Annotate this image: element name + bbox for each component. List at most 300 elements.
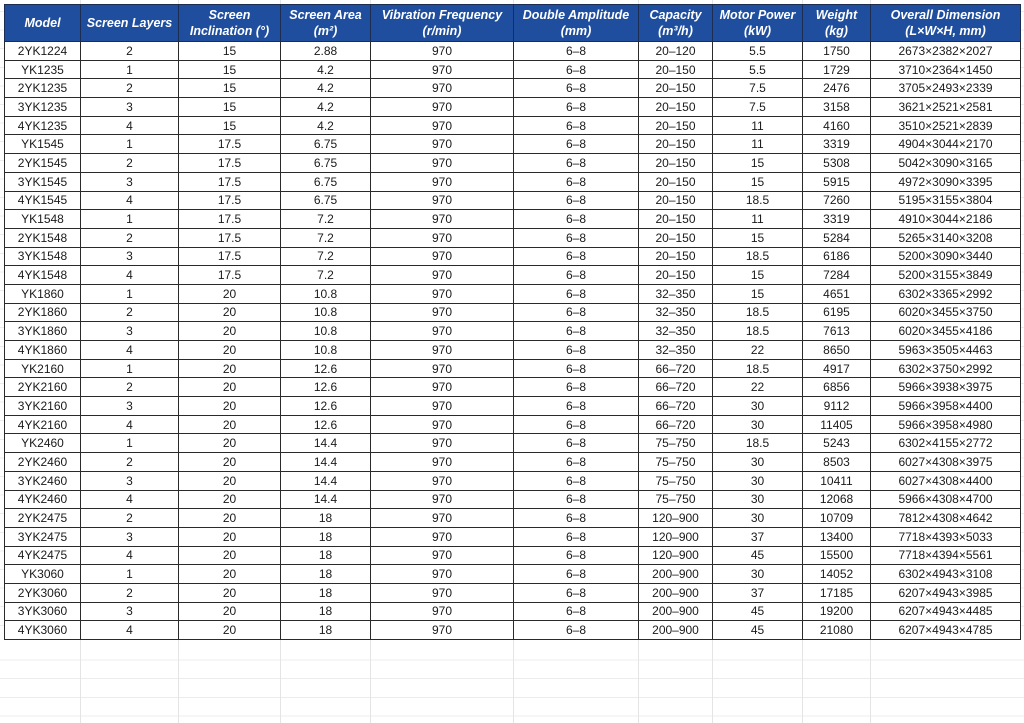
cell-vibration-frequency[interactable]: 970 xyxy=(371,266,514,285)
cell-weight[interactable]: 8503 xyxy=(803,453,871,472)
cell-screen-inclination[interactable]: 20 xyxy=(179,322,281,341)
cell-weight[interactable]: 3158 xyxy=(803,98,871,117)
cell-motor-power[interactable]: 18.5 xyxy=(713,303,803,322)
header-motor-power[interactable] xyxy=(713,5,803,42)
cell-model[interactable]: 2YK1860 xyxy=(5,303,81,322)
cell-screen-layers[interactable]: 1 xyxy=(81,359,179,378)
cell-screen-inclination[interactable]: 15 xyxy=(179,60,281,79)
cell-screen-area[interactable]: 18 xyxy=(281,565,371,584)
cell-screen-inclination[interactable]: 20 xyxy=(179,621,281,640)
cell-vibration-frequency[interactable]: 970 xyxy=(371,490,514,509)
cell-screen-area[interactable]: 10.8 xyxy=(281,341,371,360)
cell-screen-area[interactable]: 2.88 xyxy=(281,42,371,61)
cell-motor-power[interactable]: 5.5 xyxy=(713,42,803,61)
cell-weight[interactable]: 11405 xyxy=(803,415,871,434)
cell-motor-power[interactable]: 37 xyxy=(713,527,803,546)
cell-screen-layers[interactable]: 2 xyxy=(81,378,179,397)
cell-capacity[interactable]: 120–900 xyxy=(639,527,713,546)
cell-screen-area[interactable]: 6.75 xyxy=(281,154,371,173)
cell-screen-area[interactable]: 4.2 xyxy=(281,60,371,79)
cell-screen-layers[interactable]: 3 xyxy=(81,527,179,546)
cell-weight[interactable]: 5308 xyxy=(803,154,871,173)
cell-screen-layers[interactable]: 3 xyxy=(81,322,179,341)
cell-weight[interactable]: 8650 xyxy=(803,341,871,360)
cell-screen-area[interactable]: 10.8 xyxy=(281,322,371,341)
header-screen-area[interactable] xyxy=(281,5,371,42)
cell-vibration-frequency[interactable]: 970 xyxy=(371,98,514,117)
cell-double-amplitude[interactable]: 6–8 xyxy=(514,527,639,546)
cell-model[interactable]: YK1548 xyxy=(5,210,81,229)
cell-overall-dimension[interactable]: 7812×4308×4642 xyxy=(871,509,1021,528)
cell-vibration-frequency[interactable]: 970 xyxy=(371,303,514,322)
cell-motor-power[interactable]: 30 xyxy=(713,397,803,416)
cell-motor-power[interactable]: 18.5 xyxy=(713,247,803,266)
cell-model[interactable]: 4YK3060 xyxy=(5,621,81,640)
cell-overall-dimension[interactable]: 5200×3155×3849 xyxy=(871,266,1021,285)
cell-model[interactable]: 3YK1548 xyxy=(5,247,81,266)
cell-screen-area[interactable]: 14.4 xyxy=(281,453,371,472)
cell-weight[interactable]: 4160 xyxy=(803,116,871,135)
cell-screen-inclination[interactable]: 17.5 xyxy=(179,228,281,247)
cell-screen-inclination[interactable]: 20 xyxy=(179,490,281,509)
cell-double-amplitude[interactable]: 6–8 xyxy=(514,60,639,79)
cell-screen-inclination[interactable]: 20 xyxy=(179,378,281,397)
cell-screen-layers[interactable]: 2 xyxy=(81,42,179,61)
cell-weight[interactable]: 12068 xyxy=(803,490,871,509)
cell-capacity[interactable]: 75–750 xyxy=(639,490,713,509)
cell-overall-dimension[interactable]: 5195×3155×3804 xyxy=(871,191,1021,210)
cell-screen-area[interactable]: 6.75 xyxy=(281,191,371,210)
cell-screen-area[interactable]: 6.75 xyxy=(281,172,371,191)
cell-screen-layers[interactable]: 3 xyxy=(81,247,179,266)
cell-motor-power[interactable]: 7.5 xyxy=(713,98,803,117)
cell-overall-dimension[interactable]: 5265×3140×3208 xyxy=(871,228,1021,247)
cell-model[interactable]: 4YK1860 xyxy=(5,341,81,360)
cell-vibration-frequency[interactable]: 970 xyxy=(371,583,514,602)
cell-model[interactable]: 2YK2160 xyxy=(5,378,81,397)
cell-motor-power[interactable]: 30 xyxy=(713,471,803,490)
cell-double-amplitude[interactable]: 6–8 xyxy=(514,359,639,378)
cell-model[interactable]: 2YK3060 xyxy=(5,583,81,602)
cell-vibration-frequency[interactable]: 970 xyxy=(371,228,514,247)
cell-screen-inclination[interactable]: 20 xyxy=(179,415,281,434)
cell-motor-power[interactable]: 11 xyxy=(713,116,803,135)
cell-motor-power[interactable]: 22 xyxy=(713,378,803,397)
cell-vibration-frequency[interactable]: 970 xyxy=(371,341,514,360)
cell-capacity[interactable]: 32–350 xyxy=(639,303,713,322)
cell-double-amplitude[interactable]: 6–8 xyxy=(514,154,639,173)
cell-screen-area[interactable]: 7.2 xyxy=(281,210,371,229)
cell-model[interactable]: 3YK1545 xyxy=(5,172,81,191)
cell-overall-dimension[interactable]: 3705×2493×2339 xyxy=(871,79,1021,98)
cell-screen-layers[interactable]: 2 xyxy=(81,228,179,247)
cell-overall-dimension[interactable]: 4972×3090×3395 xyxy=(871,172,1021,191)
cell-double-amplitude[interactable]: 6–8 xyxy=(514,42,639,61)
cell-double-amplitude[interactable]: 6–8 xyxy=(514,98,639,117)
cell-motor-power[interactable]: 15 xyxy=(713,284,803,303)
cell-weight[interactable]: 19200 xyxy=(803,602,871,621)
cell-double-amplitude[interactable]: 6–8 xyxy=(514,303,639,322)
cell-capacity[interactable]: 20–150 xyxy=(639,191,713,210)
cell-vibration-frequency[interactable]: 970 xyxy=(371,322,514,341)
cell-vibration-frequency[interactable]: 970 xyxy=(371,453,514,472)
cell-motor-power[interactable]: 15 xyxy=(713,172,803,191)
cell-weight[interactable]: 13400 xyxy=(803,527,871,546)
cell-weight[interactable]: 21080 xyxy=(803,621,871,640)
cell-double-amplitude[interactable]: 6–8 xyxy=(514,116,639,135)
cell-screen-layers[interactable]: 4 xyxy=(81,341,179,360)
cell-screen-layers[interactable]: 1 xyxy=(81,565,179,584)
cell-screen-inclination[interactable]: 20 xyxy=(179,546,281,565)
cell-capacity[interactable]: 75–750 xyxy=(639,453,713,472)
cell-screen-layers[interactable]: 4 xyxy=(81,116,179,135)
header-screen-layers[interactable] xyxy=(81,5,179,42)
cell-double-amplitude[interactable]: 6–8 xyxy=(514,434,639,453)
cell-screen-inclination[interactable]: 20 xyxy=(179,453,281,472)
cell-model[interactable]: 4YK2160 xyxy=(5,415,81,434)
cell-vibration-frequency[interactable]: 970 xyxy=(371,378,514,397)
cell-vibration-frequency[interactable]: 970 xyxy=(371,546,514,565)
cell-vibration-frequency[interactable]: 970 xyxy=(371,60,514,79)
cell-vibration-frequency[interactable]: 970 xyxy=(371,471,514,490)
cell-screen-inclination[interactable]: 17.5 xyxy=(179,191,281,210)
cell-capacity[interactable]: 32–350 xyxy=(639,341,713,360)
cell-model[interactable]: 3YK1235 xyxy=(5,98,81,117)
cell-screen-area[interactable]: 7.2 xyxy=(281,228,371,247)
cell-screen-area[interactable]: 18 xyxy=(281,546,371,565)
cell-screen-inclination[interactable]: 20 xyxy=(179,527,281,546)
cell-model[interactable]: 2YK1548 xyxy=(5,228,81,247)
cell-double-amplitude[interactable]: 6–8 xyxy=(514,247,639,266)
cell-screen-inclination[interactable]: 20 xyxy=(179,397,281,416)
cell-motor-power[interactable]: 18.5 xyxy=(713,322,803,341)
cell-weight[interactable]: 2476 xyxy=(803,79,871,98)
cell-model[interactable]: YK2160 xyxy=(5,359,81,378)
cell-capacity[interactable]: 20–120 xyxy=(639,42,713,61)
cell-screen-area[interactable]: 18 xyxy=(281,583,371,602)
cell-overall-dimension[interactable]: 6302×4943×3108 xyxy=(871,565,1021,584)
cell-vibration-frequency[interactable]: 970 xyxy=(371,172,514,191)
cell-screen-layers[interactable]: 1 xyxy=(81,135,179,154)
cell-weight[interactable]: 9112 xyxy=(803,397,871,416)
cell-model[interactable]: YK3060 xyxy=(5,565,81,584)
header-capacity[interactable] xyxy=(639,5,713,42)
cell-model[interactable]: 2YK2460 xyxy=(5,453,81,472)
cell-screen-inclination[interactable]: 20 xyxy=(179,434,281,453)
cell-screen-area[interactable]: 12.6 xyxy=(281,415,371,434)
cell-motor-power[interactable]: 30 xyxy=(713,490,803,509)
cell-weight[interactable]: 4917 xyxy=(803,359,871,378)
cell-weight[interactable]: 6856 xyxy=(803,378,871,397)
cell-screen-area[interactable]: 18 xyxy=(281,602,371,621)
cell-double-amplitude[interactable]: 6–8 xyxy=(514,284,639,303)
cell-model[interactable]: YK1235 xyxy=(5,60,81,79)
cell-vibration-frequency[interactable]: 970 xyxy=(371,284,514,303)
cell-capacity[interactable]: 20–150 xyxy=(639,210,713,229)
cell-capacity[interactable]: 20–150 xyxy=(639,116,713,135)
cell-overall-dimension[interactable]: 6207×4943×4485 xyxy=(871,602,1021,621)
cell-screen-layers[interactable]: 3 xyxy=(81,602,179,621)
cell-vibration-frequency[interactable]: 970 xyxy=(371,42,514,61)
cell-model[interactable]: YK1545 xyxy=(5,135,81,154)
cell-screen-inclination[interactable]: 15 xyxy=(179,116,281,135)
cell-motor-power[interactable]: 37 xyxy=(713,583,803,602)
cell-overall-dimension[interactable]: 2673×2382×2027 xyxy=(871,42,1021,61)
cell-vibration-frequency[interactable]: 970 xyxy=(371,509,514,528)
cell-double-amplitude[interactable]: 6–8 xyxy=(514,172,639,191)
cell-screen-layers[interactable]: 2 xyxy=(81,453,179,472)
cell-capacity[interactable]: 75–750 xyxy=(639,471,713,490)
cell-motor-power[interactable]: 15 xyxy=(713,154,803,173)
cell-capacity[interactable]: 200–900 xyxy=(639,583,713,602)
cell-vibration-frequency[interactable]: 970 xyxy=(371,527,514,546)
cell-vibration-frequency[interactable]: 970 xyxy=(371,247,514,266)
cell-screen-layers[interactable]: 2 xyxy=(81,154,179,173)
cell-screen-inclination[interactable]: 15 xyxy=(179,79,281,98)
cell-double-amplitude[interactable]: 6–8 xyxy=(514,490,639,509)
cell-capacity[interactable]: 120–900 xyxy=(639,546,713,565)
cell-model[interactable]: 3YK3060 xyxy=(5,602,81,621)
cell-weight[interactable]: 5284 xyxy=(803,228,871,247)
cell-screen-layers[interactable]: 3 xyxy=(81,471,179,490)
cell-vibration-frequency[interactable]: 970 xyxy=(371,116,514,135)
cell-weight[interactable]: 6186 xyxy=(803,247,871,266)
cell-screen-area[interactable]: 7.2 xyxy=(281,266,371,285)
cell-overall-dimension[interactable]: 5042×3090×3165 xyxy=(871,154,1021,173)
cell-screen-inclination[interactable]: 17.5 xyxy=(179,266,281,285)
cell-model[interactable]: 4YK1548 xyxy=(5,266,81,285)
cell-screen-area[interactable]: 10.8 xyxy=(281,284,371,303)
cell-screen-inclination[interactable]: 20 xyxy=(179,303,281,322)
cell-screen-area[interactable]: 14.4 xyxy=(281,490,371,509)
cell-vibration-frequency[interactable]: 970 xyxy=(371,359,514,378)
cell-vibration-frequency[interactable]: 970 xyxy=(371,565,514,584)
cell-motor-power[interactable]: 45 xyxy=(713,602,803,621)
cell-screen-layers[interactable]: 4 xyxy=(81,415,179,434)
cell-screen-inclination[interactable]: 20 xyxy=(179,583,281,602)
cell-weight[interactable]: 7613 xyxy=(803,322,871,341)
cell-model[interactable]: 2YK1235 xyxy=(5,79,81,98)
header-weight[interactable] xyxy=(803,5,871,42)
cell-screen-area[interactable]: 7.2 xyxy=(281,247,371,266)
cell-model[interactable]: YK2460 xyxy=(5,434,81,453)
cell-overall-dimension[interactable]: 6020×3455×4186 xyxy=(871,322,1021,341)
cell-screen-inclination[interactable]: 15 xyxy=(179,42,281,61)
cell-overall-dimension[interactable]: 5966×3958×4980 xyxy=(871,415,1021,434)
cell-weight[interactable]: 5915 xyxy=(803,172,871,191)
cell-screen-area[interactable]: 4.2 xyxy=(281,116,371,135)
cell-weight[interactable]: 1750 xyxy=(803,42,871,61)
cell-double-amplitude[interactable]: 6–8 xyxy=(514,378,639,397)
cell-double-amplitude[interactable]: 6–8 xyxy=(514,191,639,210)
cell-overall-dimension[interactable]: 5200×3090×3440 xyxy=(871,247,1021,266)
cell-motor-power[interactable]: 18.5 xyxy=(713,191,803,210)
cell-screen-inclination[interactable]: 20 xyxy=(179,341,281,360)
cell-model[interactable]: 2YK1224 xyxy=(5,42,81,61)
cell-weight[interactable]: 1729 xyxy=(803,60,871,79)
cell-double-amplitude[interactable]: 6–8 xyxy=(514,471,639,490)
cell-double-amplitude[interactable]: 6–8 xyxy=(514,79,639,98)
cell-vibration-frequency[interactable]: 970 xyxy=(371,154,514,173)
cell-overall-dimension[interactable]: 5963×3505×4463 xyxy=(871,341,1021,360)
cell-model[interactable]: 4YK2460 xyxy=(5,490,81,509)
cell-weight[interactable]: 7260 xyxy=(803,191,871,210)
cell-motor-power[interactable]: 11 xyxy=(713,210,803,229)
header-double-amplitude[interactable] xyxy=(514,5,639,42)
cell-screen-area[interactable]: 14.4 xyxy=(281,434,371,453)
cell-double-amplitude[interactable]: 6–8 xyxy=(514,546,639,565)
cell-capacity[interactable]: 75–750 xyxy=(639,434,713,453)
cell-double-amplitude[interactable]: 6–8 xyxy=(514,509,639,528)
cell-overall-dimension[interactable]: 6207×4943×4785 xyxy=(871,621,1021,640)
cell-capacity[interactable]: 200–900 xyxy=(639,602,713,621)
cell-overall-dimension[interactable]: 5966×3958×4400 xyxy=(871,397,1021,416)
cell-screen-layers[interactable]: 2 xyxy=(81,583,179,602)
cell-double-amplitude[interactable]: 6–8 xyxy=(514,453,639,472)
cell-weight[interactable]: 4651 xyxy=(803,284,871,303)
cell-capacity[interactable]: 32–350 xyxy=(639,322,713,341)
cell-vibration-frequency[interactable]: 970 xyxy=(371,415,514,434)
cell-overall-dimension[interactable]: 6027×4308×4400 xyxy=(871,471,1021,490)
cell-model[interactable]: 3YK2460 xyxy=(5,471,81,490)
cell-capacity[interactable]: 20–150 xyxy=(639,79,713,98)
cell-overall-dimension[interactable]: 6302×3365×2992 xyxy=(871,284,1021,303)
cell-capacity[interactable]: 20–150 xyxy=(639,154,713,173)
cell-screen-inclination[interactable]: 20 xyxy=(179,359,281,378)
cell-overall-dimension[interactable]: 5966×4308×4700 xyxy=(871,490,1021,509)
cell-screen-inclination[interactable]: 17.5 xyxy=(179,154,281,173)
cell-vibration-frequency[interactable]: 970 xyxy=(371,210,514,229)
cell-double-amplitude[interactable]: 6–8 xyxy=(514,621,639,640)
cell-screen-inclination[interactable]: 15 xyxy=(179,98,281,117)
cell-overall-dimension[interactable]: 6302×4155×2772 xyxy=(871,434,1021,453)
cell-overall-dimension[interactable]: 7718×4394×5561 xyxy=(871,546,1021,565)
cell-screen-inclination[interactable]: 20 xyxy=(179,509,281,528)
cell-overall-dimension[interactable]: 4910×3044×2186 xyxy=(871,210,1021,229)
cell-capacity[interactable]: 66–720 xyxy=(639,378,713,397)
cell-overall-dimension[interactable]: 7718×4393×5033 xyxy=(871,527,1021,546)
cell-model[interactable]: 3YK2475 xyxy=(5,527,81,546)
cell-double-amplitude[interactable]: 6–8 xyxy=(514,415,639,434)
cell-vibration-frequency[interactable]: 970 xyxy=(371,397,514,416)
cell-motor-power[interactable]: 45 xyxy=(713,621,803,640)
cell-weight[interactable]: 17185 xyxy=(803,583,871,602)
cell-screen-inclination[interactable]: 20 xyxy=(179,565,281,584)
cell-screen-area[interactable]: 18 xyxy=(281,527,371,546)
cell-overall-dimension[interactable]: 3510×2521×2839 xyxy=(871,116,1021,135)
cell-vibration-frequency[interactable]: 970 xyxy=(371,191,514,210)
cell-motor-power[interactable]: 15 xyxy=(713,266,803,285)
cell-screen-area[interactable]: 12.6 xyxy=(281,397,371,416)
cell-model[interactable]: 4YK1235 xyxy=(5,116,81,135)
cell-screen-area[interactable]: 12.6 xyxy=(281,378,371,397)
cell-capacity[interactable]: 120–900 xyxy=(639,509,713,528)
cell-weight[interactable]: 3319 xyxy=(803,135,871,154)
cell-model[interactable]: 4YK2475 xyxy=(5,546,81,565)
cell-screen-layers[interactable]: 1 xyxy=(81,284,179,303)
cell-vibration-frequency[interactable]: 970 xyxy=(371,621,514,640)
cell-capacity[interactable]: 20–150 xyxy=(639,60,713,79)
cell-motor-power[interactable]: 22 xyxy=(713,341,803,360)
cell-motor-power[interactable]: 15 xyxy=(713,228,803,247)
cell-screen-inclination[interactable]: 17.5 xyxy=(179,210,281,229)
cell-capacity[interactable]: 20–150 xyxy=(639,228,713,247)
header-vibration-frequency[interactable] xyxy=(371,5,514,42)
cell-overall-dimension[interactable]: 6207×4943×3985 xyxy=(871,583,1021,602)
cell-screen-layers[interactable]: 2 xyxy=(81,303,179,322)
cell-double-amplitude[interactable]: 6–8 xyxy=(514,210,639,229)
cell-screen-area[interactable]: 14.4 xyxy=(281,471,371,490)
cell-screen-layers[interactable]: 2 xyxy=(81,79,179,98)
cell-vibration-frequency[interactable]: 970 xyxy=(371,434,514,453)
header-model[interactable] xyxy=(5,5,81,42)
cell-weight[interactable]: 15500 xyxy=(803,546,871,565)
cell-weight[interactable]: 7284 xyxy=(803,266,871,285)
cell-screen-layers[interactable]: 3 xyxy=(81,98,179,117)
cell-screen-inclination[interactable]: 17.5 xyxy=(179,247,281,266)
cell-screen-area[interactable]: 12.6 xyxy=(281,359,371,378)
cell-vibration-frequency[interactable]: 970 xyxy=(371,135,514,154)
cell-screen-inclination[interactable]: 20 xyxy=(179,471,281,490)
cell-screen-area[interactable]: 4.2 xyxy=(281,79,371,98)
cell-model[interactable]: 2YK2475 xyxy=(5,509,81,528)
cell-model[interactable]: YK1860 xyxy=(5,284,81,303)
cell-model[interactable]: 3YK2160 xyxy=(5,397,81,416)
cell-screen-layers[interactable]: 4 xyxy=(81,621,179,640)
header-screen-inclination[interactable] xyxy=(179,5,281,42)
cell-double-amplitude[interactable]: 6–8 xyxy=(514,322,639,341)
cell-double-amplitude[interactable]: 6–8 xyxy=(514,228,639,247)
cell-capacity[interactable]: 66–720 xyxy=(639,397,713,416)
cell-double-amplitude[interactable]: 6–8 xyxy=(514,583,639,602)
cell-motor-power[interactable]: 11 xyxy=(713,135,803,154)
cell-weight[interactable]: 6195 xyxy=(803,303,871,322)
cell-screen-layers[interactable]: 3 xyxy=(81,397,179,416)
cell-screen-area[interactable]: 10.8 xyxy=(281,303,371,322)
cell-screen-inclination[interactable]: 20 xyxy=(179,284,281,303)
cell-overall-dimension[interactable]: 6020×3455×3750 xyxy=(871,303,1021,322)
cell-capacity[interactable]: 20–150 xyxy=(639,98,713,117)
cell-weight[interactable]: 3319 xyxy=(803,210,871,229)
cell-motor-power[interactable]: 18.5 xyxy=(713,434,803,453)
cell-motor-power[interactable]: 7.5 xyxy=(713,79,803,98)
cell-overall-dimension[interactable]: 4904×3044×2170 xyxy=(871,135,1021,154)
cell-screen-layers[interactable]: 4 xyxy=(81,266,179,285)
cell-screen-layers[interactable]: 3 xyxy=(81,172,179,191)
cell-double-amplitude[interactable]: 6–8 xyxy=(514,135,639,154)
cell-overall-dimension[interactable]: 5966×3938×3975 xyxy=(871,378,1021,397)
cell-screen-inclination[interactable]: 20 xyxy=(179,602,281,621)
cell-screen-area[interactable]: 6.75 xyxy=(281,135,371,154)
cell-motor-power[interactable]: 30 xyxy=(713,509,803,528)
cell-motor-power[interactable]: 30 xyxy=(713,453,803,472)
cell-motor-power[interactable]: 5.5 xyxy=(713,60,803,79)
cell-vibration-frequency[interactable]: 970 xyxy=(371,602,514,621)
cell-screen-layers[interactable]: 1 xyxy=(81,60,179,79)
cell-capacity[interactable]: 66–720 xyxy=(639,359,713,378)
cell-capacity[interactable]: 20–150 xyxy=(639,172,713,191)
cell-double-amplitude[interactable]: 6–8 xyxy=(514,602,639,621)
cell-overall-dimension[interactable]: 6027×4308×3975 xyxy=(871,453,1021,472)
cell-motor-power[interactable]: 45 xyxy=(713,546,803,565)
cell-screen-layers[interactable]: 4 xyxy=(81,490,179,509)
cell-motor-power[interactable]: 18.5 xyxy=(713,359,803,378)
cell-model[interactable]: 3YK1860 xyxy=(5,322,81,341)
cell-screen-layers[interactable]: 2 xyxy=(81,509,179,528)
cell-screen-layers[interactable]: 1 xyxy=(81,210,179,229)
cell-overall-dimension[interactable]: 3710×2364×1450 xyxy=(871,60,1021,79)
cell-overall-dimension[interactable]: 3621×2521×2581 xyxy=(871,98,1021,117)
